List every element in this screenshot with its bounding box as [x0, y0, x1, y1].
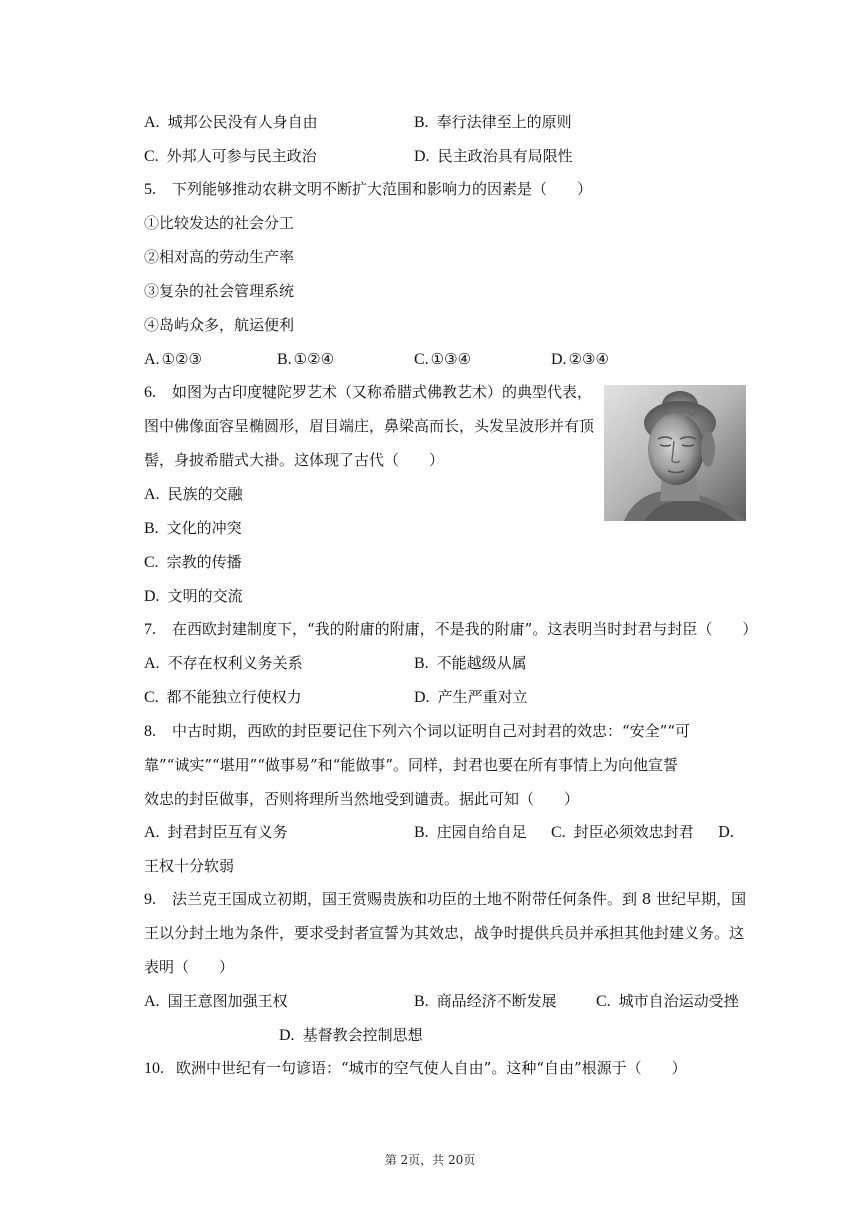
- q6-option-d: D. 文明的交流: [144, 587, 243, 605]
- q4-option-d: D. 民主政治具有局限性: [414, 147, 573, 165]
- q9-option-a: A. 国王意图加强王权: [144, 992, 288, 1010]
- q6-option-c: C. 宗教的传播: [144, 553, 242, 571]
- q4-option-a: A. 城邦公民没有人身自由: [144, 113, 318, 131]
- q9-stem-line-2: 王以分封土地为条件，要求受封者宣誓为其效忠，战争时提供兵员并承担其他封建义务。这: [144, 924, 745, 942]
- q6-option-b: B. 文化的冲突: [144, 519, 242, 537]
- q8-option-d-label: D.: [718, 823, 735, 841]
- q5-item-1: ①比较发达的社会分工: [144, 214, 295, 232]
- q7-option-a: A. 不存在权利义务关系: [144, 654, 303, 672]
- q5-option-b: B. ①②④: [277, 350, 335, 368]
- q7-option-b: B. 不能越级从属: [414, 654, 527, 672]
- q7-option-c: C. 都不能独立行使权力: [144, 688, 302, 706]
- q7-stem: 7. 在西欧封建制度下，“我的附庸的附庸，不是我的附庸”。这表明当时封君与封臣（ ）: [144, 620, 758, 638]
- q8-option-d-text: 王权十分软弱: [144, 857, 235, 875]
- q9-option-b: B. 商品经济不断发展: [414, 992, 557, 1010]
- q6-stem-line-3: 髻，身披希腊式大褂。这体现了古代（ ）: [144, 451, 445, 469]
- q9-stem-line-1: 9. 法兰克王国成立初期，国王赏赐贵族和功臣的土地不附带任何条件。到 8 世纪早期，国: [144, 890, 747, 908]
- q9-option-d: D. 基督教会控制思想: [279, 1026, 423, 1044]
- q5-option-c: C. ①③④: [414, 350, 472, 368]
- q8-option-a: A. 封君封臣互有义务: [144, 823, 288, 841]
- q5-option-a: A. ①②③: [144, 350, 202, 368]
- q8-stem-line-3: 效忠的封臣做事，否则将理所当然地受到谴责。据此可知（ ）: [144, 790, 580, 808]
- q8-option-b: B. 庄园自给自足: [414, 823, 527, 841]
- page-footer: 第 2页，共 20页: [384, 1153, 476, 1167]
- q5-item-2: ②相对高的劳动生产率: [144, 248, 295, 266]
- q8-stem-line-2: 靠”“诚实”“堪用”“做事易”和“能做事”。同样，封君也要在所有事情上为向他宣誓: [144, 756, 679, 774]
- q4-option-c: C. 外邦人可参与民主政治: [144, 147, 317, 165]
- q6-stem-line-2: 图中佛像面容呈椭圆形，眉目端庄，鼻梁高而长，头发呈波形并有顶: [144, 417, 595, 435]
- gandhara-buddha-photo: [604, 385, 746, 521]
- q7-option-d: D. 产生严重对立: [414, 688, 528, 706]
- q6-option-a: A. 民族的交融: [144, 485, 243, 503]
- q5-stem: 5. 下列能够推动农耕文明不断扩大范围和影响力的因素是（ ）: [144, 180, 593, 198]
- q4-option-b: B. 奉行法律至上的原则: [414, 113, 572, 131]
- q5-option-d: D. ②③④: [551, 350, 609, 368]
- q5-item-3: ③复杂的社会管理系统: [144, 282, 295, 300]
- q10-stem: 10. 欧洲中世纪有一句谚语：“城市的空气使人自由”。这种“自由”根源于（ ）: [144, 1059, 687, 1077]
- q9-stem-line-3: 表明（ ）: [144, 958, 235, 976]
- q8-stem-line-1: 8. 中古时期，西欧的封臣要记住下列六个词以证明自己对封君的效忠：“安全”“可: [144, 722, 691, 740]
- q6-stem-line-1: 6. 如图为古印度犍陀罗艺术（又称希腊式佛教艺术）的典型代表，: [144, 383, 593, 401]
- q5-item-4: ④岛屿众多，航运便利: [144, 316, 295, 334]
- q9-option-c: C. 城市自治运动受挫: [596, 992, 739, 1010]
- q8-option-c: C. 封臣必须效忠封君: [551, 823, 694, 841]
